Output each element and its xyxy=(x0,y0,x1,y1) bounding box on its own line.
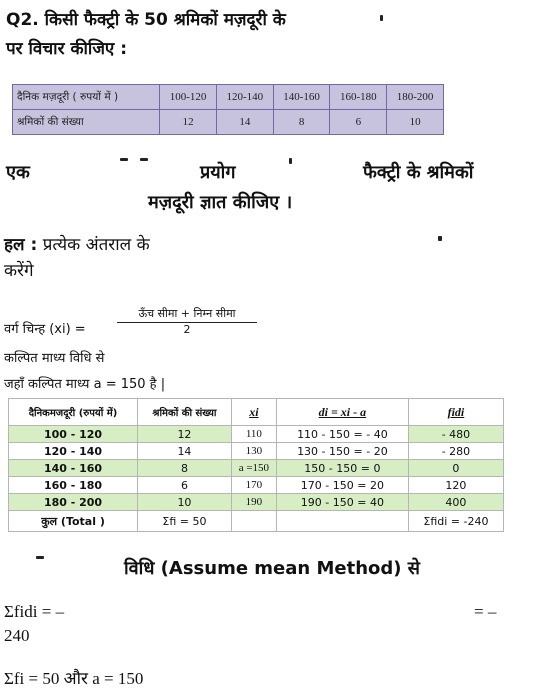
table-cell: 140 - 160 xyxy=(9,460,138,477)
table-cell: 110 - 150 = - 40 xyxy=(276,426,408,443)
solution-text: प्रत्येक अंतराल के xyxy=(42,235,150,255)
table-cell: 140-160 xyxy=(273,85,330,110)
table-cell: दैनिक मज़दूरी ( रुपयों में ) xyxy=(13,85,160,110)
table-cell: 110 xyxy=(231,426,276,443)
smudge-mark xyxy=(289,158,292,164)
question-line-1: Q2. किसी फैक्ट्री के 50 श्रमिकों मज़दूरी के xyxy=(6,10,286,30)
instruction-word-2: प्रयोग xyxy=(200,162,236,183)
table-cell: 160 - 180 xyxy=(9,477,138,494)
smudge-mark xyxy=(140,158,148,161)
table-cell: 130 xyxy=(231,443,276,460)
instruction-line-2: मज़दूरी ज्ञात कीजिए । xyxy=(148,192,293,213)
sum-fidi-line: Σfidi = – xyxy=(4,602,65,621)
total-row xyxy=(9,511,504,532)
table-cell: Σfi = 50 xyxy=(138,511,232,532)
smudge-mark xyxy=(120,158,128,161)
table-cell: 190 - 150 = 40 xyxy=(276,494,408,511)
table-row xyxy=(9,477,504,494)
table-cell: 120-140 xyxy=(216,85,273,110)
header-wage: दैनिकमजदूरी (रुपयों में) xyxy=(9,399,138,426)
smudge-mark xyxy=(36,556,44,559)
class-mark-label: वर्ग चिन्ह (xi) = xyxy=(4,322,86,337)
solution-label: हल : xyxy=(4,235,38,255)
calculation-table xyxy=(8,398,504,532)
table-row xyxy=(9,443,504,460)
table-cell: Σfidi = -240 xyxy=(408,511,503,532)
header-di: di = xi - a xyxy=(276,399,408,426)
table-cell: 12 xyxy=(160,110,217,135)
wage-row xyxy=(13,85,444,110)
table-cell: 120 xyxy=(408,477,503,494)
table-cell: 0 xyxy=(408,460,503,477)
question-line-2: पर विचार कीजिए : xyxy=(6,39,128,59)
wage-frequency-table xyxy=(12,84,444,135)
method-line: कल्पित माध्य विधि से xyxy=(4,351,105,366)
table-cell: - 480 xyxy=(408,426,503,443)
solution-intro xyxy=(4,234,150,256)
table-cell: 170 - 150 = 20 xyxy=(276,477,408,494)
table-row xyxy=(9,426,504,443)
instruction-word-3: फैक्ट्री के श्रमिकों xyxy=(363,162,474,183)
solution-line-2: करेंगे xyxy=(4,261,34,281)
header-workers: श्रमिकों की संख्या xyxy=(138,399,232,426)
instruction-word-1: एक xyxy=(6,162,30,183)
table-cell: 12 xyxy=(138,426,232,443)
table-row xyxy=(9,460,504,477)
table-cell: 100 - 120 xyxy=(9,426,138,443)
equals-right: = – xyxy=(474,602,497,621)
table-cell: 8 xyxy=(138,460,232,477)
table-cell: श्रमिकों की संख्या xyxy=(13,110,160,135)
table-cell: कुल (Total ) xyxy=(9,511,138,532)
table-cell: 14 xyxy=(216,110,273,135)
smudge-mark xyxy=(438,236,442,241)
table-cell: 180 - 200 xyxy=(9,494,138,511)
table-cell: a =150 xyxy=(231,460,276,477)
table-cell: 400 xyxy=(408,494,503,511)
assumed-mean-line: जहाँ कल्पित माध्य a = 150 है | xyxy=(4,377,166,392)
value-240: 240 xyxy=(4,626,30,645)
table-header-row xyxy=(9,399,504,426)
fraction-denominator: 2 xyxy=(183,323,191,336)
table-cell: 170 xyxy=(231,477,276,494)
table-cell: 8 xyxy=(273,110,330,135)
header-xi: xi xyxy=(231,399,276,426)
smudge-mark xyxy=(380,15,383,21)
table-cell: 6 xyxy=(330,110,387,135)
table-cell: 160-180 xyxy=(330,85,387,110)
question-title xyxy=(6,6,286,64)
table-cell: 180-200 xyxy=(387,85,444,110)
class-mark-fraction xyxy=(117,306,257,336)
table-cell: - 280 xyxy=(408,443,503,460)
header-fidi: fidi xyxy=(408,399,503,426)
table-cell: 6 xyxy=(138,477,232,494)
final-values-line: Σfi = 50 और a = 150 xyxy=(4,669,144,688)
fraction-numerator: ऊँच सीमा + निम्न सीमा xyxy=(117,306,257,323)
table-cell: 10 xyxy=(138,494,232,511)
worker-count-row xyxy=(13,110,444,135)
table-cell xyxy=(276,511,408,532)
table-row xyxy=(9,494,504,511)
table-cell: 150 - 150 = 0 xyxy=(276,460,408,477)
table-cell: 130 - 150 = - 20 xyxy=(276,443,408,460)
table-cell: 120 - 140 xyxy=(9,443,138,460)
table-cell: 190 xyxy=(231,494,276,511)
table-cell: 10 xyxy=(387,110,444,135)
table-cell: 14 xyxy=(138,443,232,460)
method-title: विधि (Assume mean Method) से xyxy=(124,558,420,579)
table-cell xyxy=(231,511,276,532)
table-cell: 100-120 xyxy=(160,85,217,110)
